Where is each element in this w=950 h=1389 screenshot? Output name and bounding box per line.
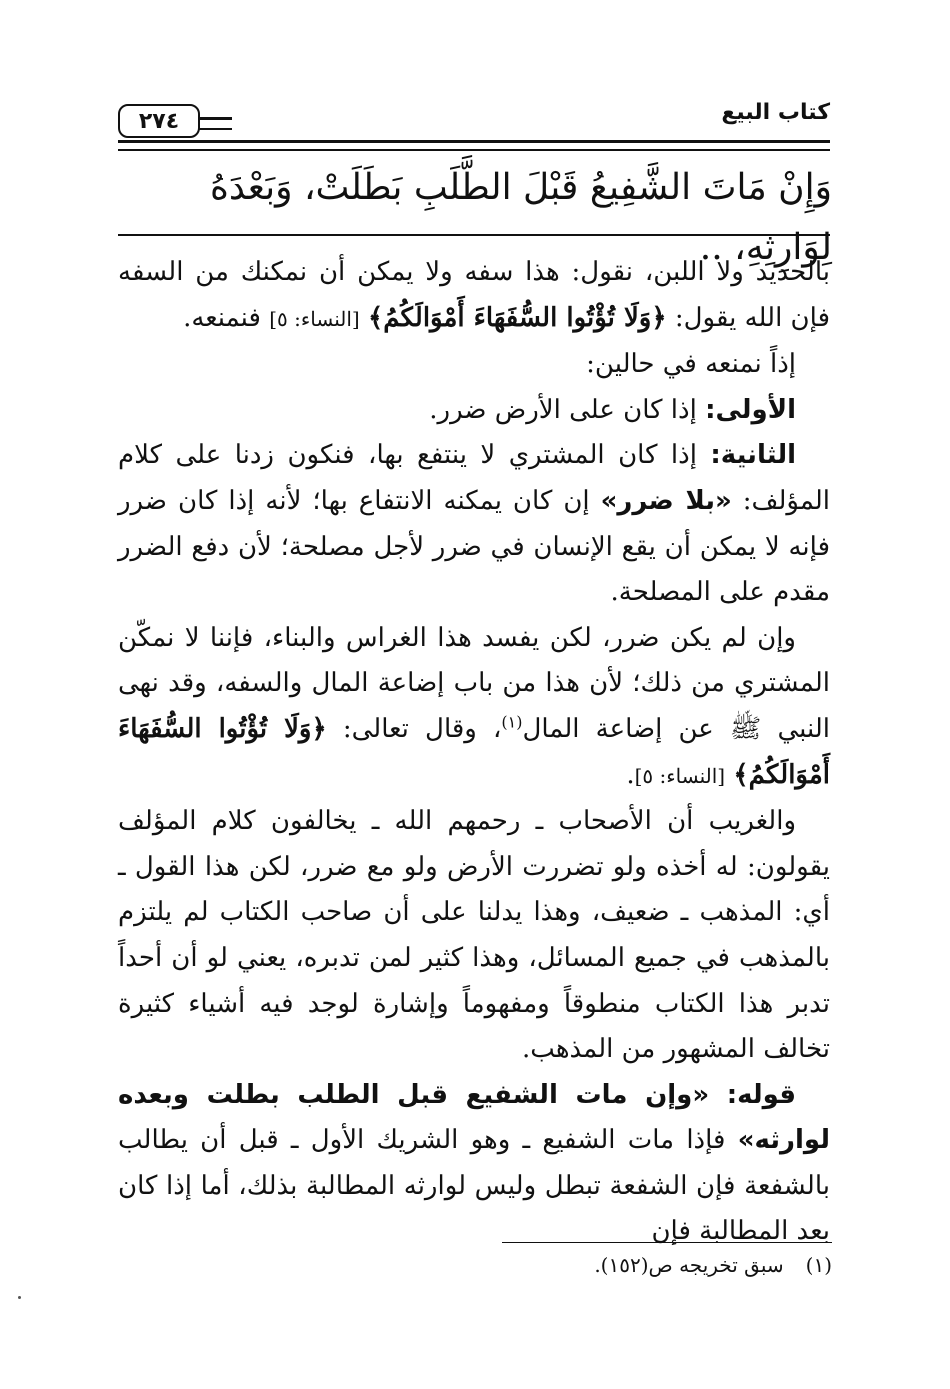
p5-quran-verse: ﴿وَلَا تُؤْتُوا السُّفَهَاءَ أَمْوَالَكُمُ﴾ [118, 713, 830, 790]
header-double-rule [118, 140, 830, 151]
p4-text-b: إن كان يمكنه الانتفاع بها؛ لأنه إذا كان ضرر فإنه لا يمكن أن يقع الإنسان في ضرر لأجل مصلحة؛ لأن دفع الضرر مقدم على المصلحة. [118, 485, 830, 608]
footnote-text: سبق تخريجه ص(١٥٢). [594, 1253, 784, 1277]
matn-divider [118, 234, 830, 236]
header-rule-stub [198, 117, 232, 130]
matn-line: وَإِنْ مَاتَ الشَّفِيعُ قَبْلَ الطَّلَبِ بَطَلَتْ، وَبَعْدَهُ لِوَارِثِهِ، .. [209, 167, 832, 268]
p1-verse-ref: [النساء: ٥] [269, 306, 360, 331]
page-header [118, 98, 830, 148]
footnote [120, 1250, 832, 1280]
p3-label: الأولى: [705, 394, 796, 425]
paragraph-6: والغريب أن الأصحاب ـ رحمهم الله ـ يخالفون كلام المؤلف يقولون: له أخذه ولو تضررت الأرض ولو مع ضرر، لكن هذا القول ـ أي: المذهب ـ ضعيف، وهذا يدلنا على أن صاحب الكتاب لم يلتزم بالمذهب في جميع المسائل، وهذا كثير لمن تدبره، يعني لو أن أحداً تدبر هذا الكتاب منطوقاً ومفهوماً وإشارة لوجد فيه أشياء كثيرة تخالف المشهور من المذهب. [118, 806, 830, 1065]
paragraph-5 [118, 616, 830, 799]
scan-speck [18, 1296, 21, 1299]
paragraph-7 [118, 1073, 830, 1255]
footnote-reference: (١) [501, 712, 523, 732]
book-title: كتاب البيع [721, 100, 830, 125]
paragraph-1 [118, 250, 830, 342]
footnote-number: (١) [805, 1253, 832, 1277]
p5-verse-ref: [النساء: ٥] [634, 763, 726, 788]
p3-text: إذا كان على الأرض ضرر. [429, 394, 706, 425]
paragraph-4 [118, 433, 830, 615]
p4-bold-quote: «بلا ضرر» [600, 485, 732, 516]
p4-label: الثانية: [710, 440, 796, 471]
p7-text: فإذا مات الشفيع ـ وهو الشريك الأول ـ قبل أن يطالب بالشفعة فإن الشفعة تبطل وليس لوارثه المطالبة بذلك، أما إذا كان بعد المطالبة فإن [118, 1125, 830, 1247]
p7-label: قوله: «وإن مات الشفيع قبل الطلب بطلت وبعده لوارثه» [118, 1079, 830, 1156]
p1-quran-verse: ﴿وَلَا تُؤْتُوا السُّفَهَاءَ أَمْوَالَكُمُ﴾ [368, 302, 667, 333]
footnote-divider [502, 1242, 832, 1243]
paragraph-3 [118, 388, 830, 434]
p5-text-b: ، وقال تعالى: [326, 713, 502, 744]
p5-text-c: . [626, 759, 635, 790]
p5-text-a: وإن لم يكن ضرر، لكن يفسد هذا الغراس والبناء، فإننا لا نمكّن المشتري من ذلك؛ لأن هذا من باب إضاعة المال والسفه، وقد نهى النبي ﷺ عن إضاعة المال [118, 622, 830, 744]
p1-text-a: بالحديد ولا اللبن، نقول: هذا سفه ولا يمكن أن نمكنك من السفه فإن الله يقول: [118, 257, 830, 333]
p4-text-a: إذا كان المشتري لا ينتفع بها، فنكون زدنا على كلام المؤلف: [118, 440, 830, 516]
commentary-body [118, 250, 830, 1255]
paragraph-2: إذاً نمنعه في حالين: [586, 349, 796, 380]
page-number: ٢٧٤ [118, 104, 200, 138]
p1-text-b: فنمنعه. [183, 302, 270, 333]
